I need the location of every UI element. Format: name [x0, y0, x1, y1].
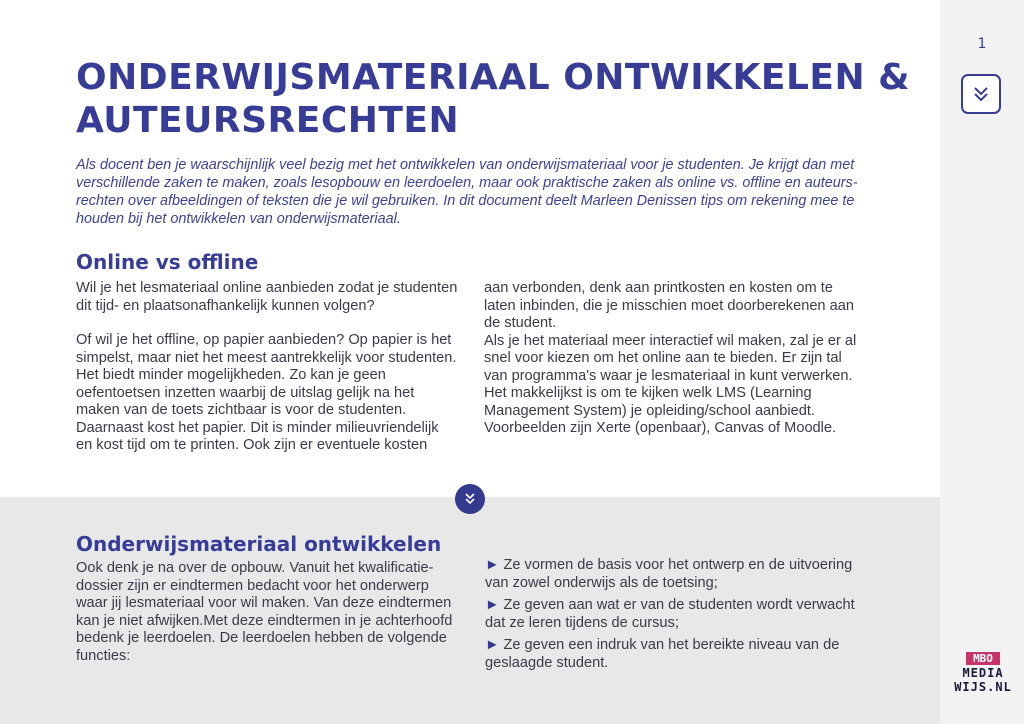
list-item: ► Ze geven aan wat er van de studenten wordt verwacht dat ze leren tijdens de cursus;	[485, 597, 855, 631]
list-item: ► Ze vormen de basis voor het ontwerp en de uitvoering van zowel onderwijs als de toetsing;	[485, 557, 853, 591]
list-item: ► Ze geven een indruk van het bereikte niveau van de geslaagde student.	[485, 637, 840, 671]
bullet-arrow-icon: ►	[485, 597, 500, 613]
logo-mbo-badge: MBO	[966, 652, 1000, 665]
online-right-column	[484, 280, 866, 438]
online-paragraph-1: Wil je het lesmateriaal online aanbieden zodat je studenten dit tijd- en plaatsonafhankelijk kunnen volgen?	[76, 280, 458, 314]
online-paragraph-2: Of wil je het offline, op papier aanbieden? Op papier is het simpelst, maar niet het meest aantrekkelijk voor studenten. Het biedt minder mogelijkheden. Zo kan je geen oefentoetsen inzetten waarbij de uitslag gelijk na het maken van de toets zichtbaar is voor de studenten. Daarnaast kost het papier. Dit is minder milieuvriendelijk en kost tijd om te printen. Ook zijn er eventuele kosten	[76, 332, 457, 453]
online-paragraph-4: Als je het materiaal meer interactief wil maken, zal je er al snel voor kiezen om het online aan te bieden. Er zijn tal van programma's waar je lesmateriaal in kunt verwerken. Het makkelijkst is om te kijken welk LMS (Learning Management System) je opleiding/school aanbiedt. Voorbeelden zijn Xerte (openbaar), Canvas of Moodle.	[484, 332, 857, 436]
online-paragraph-3: aan verbonden, denk aan printkosten en kosten om te laten inbinden, die je misschien moet doorberekenen aan de student.	[484, 280, 854, 331]
section-heading-develop: Onderwijsmateriaal ontwikkelen	[76, 532, 442, 556]
mbo-mediawijs-logo[interactable]	[952, 652, 1014, 694]
section-heading-online: Online vs offline	[76, 250, 259, 274]
next-page-button[interactable]	[961, 74, 1001, 114]
double-chevron-down-icon	[970, 83, 992, 105]
sidebar	[940, 0, 1024, 724]
bullet-arrow-icon: ►	[485, 637, 500, 653]
page-title: ONDERWIJSMATERIAAL ONTWIKKELEN & AUTEURSRECHTEN	[76, 57, 911, 141]
learning-goals-list	[485, 556, 875, 676]
logo-line-2: WIJS.NL	[954, 680, 1012, 694]
page-number: 1	[977, 36, 987, 52]
develop-left-column	[76, 560, 456, 666]
online-left-column	[76, 280, 458, 455]
bullet-arrow-icon: ►	[485, 557, 500, 573]
develop-paragraph: Ook denk je na over de opbouw. Vanuit het kwalificatie-dossier zijn er eindtermen bedacht voor het onderwerp waar jij lesmateriaal voor wil maken. Van deze eindtermen kan je niet afwijken.Met deze eindtermen in je achterhoofd bedenk je leerdoelen. De leerdoelen hebben de volgende functies:	[76, 560, 453, 664]
scroll-down-button[interactable]	[455, 484, 485, 514]
double-chevron-down-icon	[462, 491, 478, 507]
intro-paragraph: Als docent ben je waarschijnlijk veel bezig met het ontwikkelen van onderwijsmateriaal voor je studenten. Je krijgt dan met verschillende zaken te maken, zoals lesopbouw en leerdoelen, maar ook praktische zaken als online vs. offline en auteurs-rechten over afbeeldingen of teksten die je wil gebruiken. In dit document deelt Marleen Denissen tips om rekening mee te houden bij het ontwikkelen van onderwijsmateriaal.	[76, 157, 858, 227]
logo-line-1: MEDIA	[962, 666, 1004, 680]
